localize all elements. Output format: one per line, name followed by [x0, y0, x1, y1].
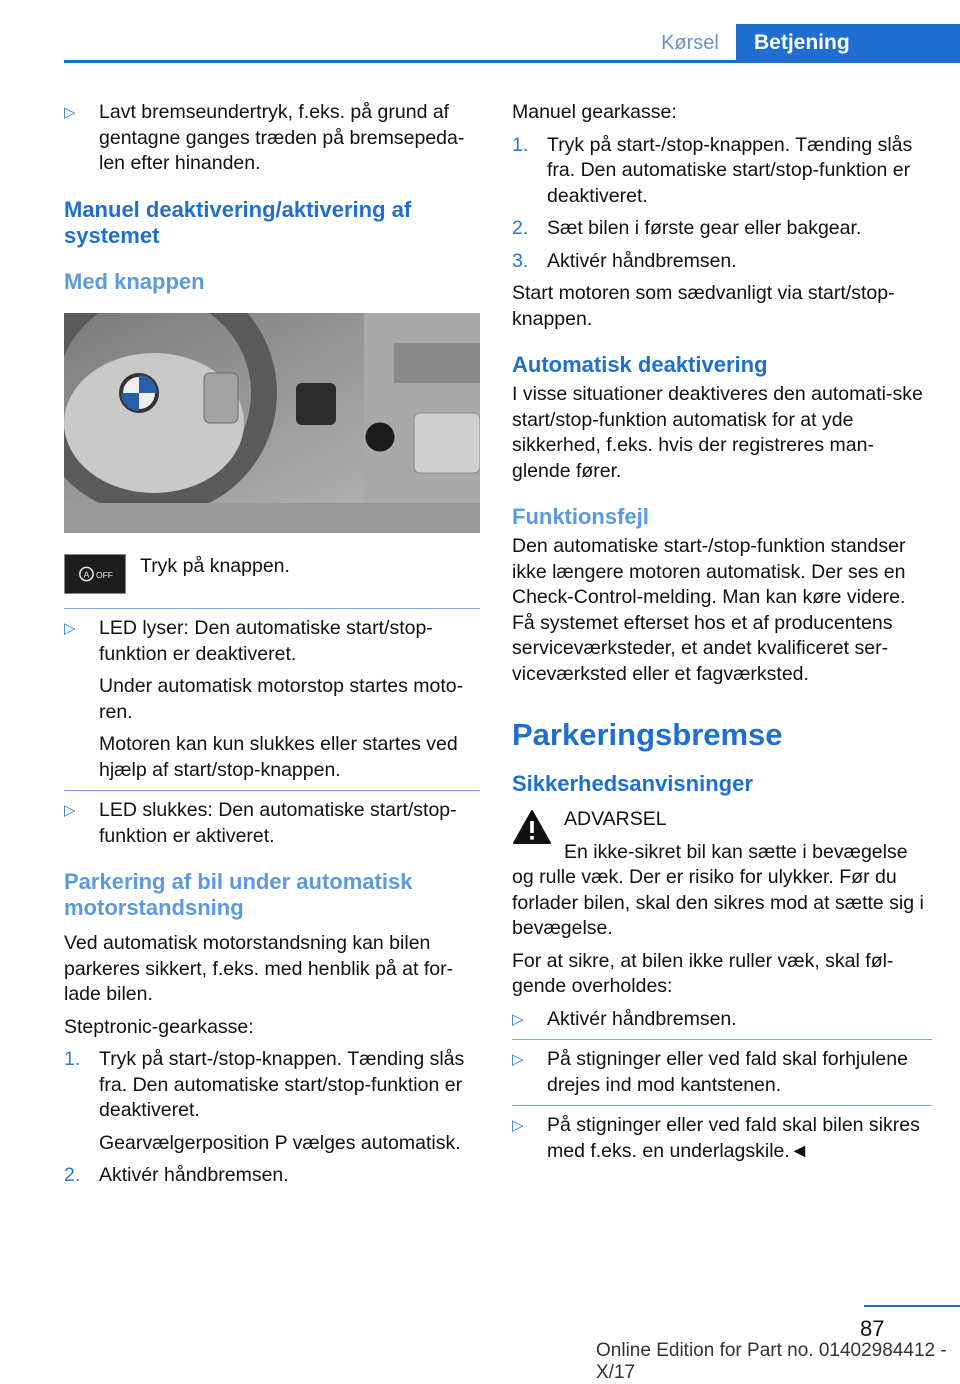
- header-rule: [64, 60, 960, 63]
- footer-rule: [864, 1305, 960, 1307]
- list-item-text: På stigninger eller ved fald skal bilen sikres med f.eks. en underlagskile.◄: [547, 1114, 920, 1162]
- svg-text:A: A: [83, 569, 90, 580]
- list-item-subtext: Under automatisk motorstop startes moto-ren.: [99, 675, 464, 723]
- item-number: 1.: [512, 133, 529, 156]
- off-button-row: [64, 554, 480, 596]
- heading-manual-deactivation: Manuel deaktivering/aktivering af systemet: [64, 196, 412, 248]
- edition-text: Online Edition for Part no. 01402984412 - X/17: [596, 1340, 947, 1383]
- button-caption: Tryk på knappen.: [140, 555, 290, 577]
- triangle-bullet-icon: ▷: [64, 802, 76, 819]
- header-tab-betjening: Betjening: [736, 24, 960, 63]
- numbered-item: [64, 1163, 480, 1189]
- heading-parking: Parkering af bil under automatisk motorstandsning: [64, 869, 413, 920]
- list-item-text: Aktivér håndbremsen.: [547, 1007, 737, 1030]
- button-label: OFF: [95, 569, 114, 580]
- triangle-bullet-icon: ▷: [64, 104, 76, 121]
- item-number: 3.: [512, 249, 529, 272]
- separator: [64, 790, 480, 791]
- list-item-text: Aktivér håndbremsen.: [547, 249, 737, 272]
- list-item-text: Tryk på start-/stop-knappen. Tænding slås fra. Den automatiske start/stop-funktion er deaktiveret.: [99, 1048, 465, 1121]
- list-item-text: LED slukkes: Den automatiske start/stop-funktion er aktiveret.: [99, 799, 457, 847]
- separator: [64, 608, 480, 609]
- paragraph: Den automatiske start-/stop-funktion standser ikke længere motoren automatisk. Der ses en Check-Control-melding. Man kan køre videre. Få systemet efterset hos et af producentens serviceværksteder, et andet kvalificeret ser-viceværksted eller et fagværksted.: [512, 535, 906, 685]
- numbered-item: [64, 1047, 480, 1156]
- triangle-bullet-icon: ▷: [512, 1117, 524, 1134]
- item-number: 1.: [64, 1048, 81, 1070]
- list-item-text: Tryk på start-/stop-knappen. Tænding slås fra. Den automatiske start/stop-funktion er deaktiveret.: [547, 133, 913, 207]
- paragraph: Manuel gearkasse:: [512, 101, 677, 123]
- list-item-text: Aktivér håndbremsen.: [99, 1164, 289, 1186]
- list-item: [64, 616, 480, 783]
- list-item: [64, 798, 480, 849]
- paragraph: Steptronic-gearkasse:: [64, 1015, 254, 1038]
- list-item-text: LED lyser: Den automatiske start/stop-funktion er deaktiveret.: [99, 617, 433, 665]
- heading-parking-brake: Parkeringsbremse: [512, 717, 783, 752]
- warning-triangle-icon: [512, 809, 552, 845]
- paragraph: I visse situationer deaktiveres den automati-ske start/stop-funktion automatisk for at yde sikkerhed, f.eks. hvis der registreres man-glende fører.: [512, 383, 923, 482]
- numbered-item: [512, 133, 932, 210]
- heading-safety: Sikkerhedsanvisninger: [512, 771, 753, 796]
- list-item-text: På stigninger eller ved fald skal forhjulene drejes ind mod kantstenen.: [547, 1048, 908, 1096]
- heading-malfunction: Funktionsfejl: [512, 504, 649, 529]
- warning-text: En ikke-sikret bil kan sætte i bevægelse og rulle væk. Der er risiko for ulykker. Før du forlader bilen, skal den sikres mod at sætte sig i bevægelse.: [512, 840, 924, 939]
- list-item: [512, 1047, 932, 1098]
- item-number: 2.: [512, 217, 529, 239]
- heading-auto-deactivation: Automatisk deaktivering: [512, 352, 768, 377]
- warning-block: [512, 807, 932, 942]
- right-column: [512, 100, 932, 1171]
- triangle-bullet-icon: ▷: [64, 620, 76, 637]
- triangle-bullet-icon: ▷: [512, 1010, 524, 1028]
- heading-with-button: Med knappen: [64, 268, 205, 294]
- auto-start-stop-off-button: [64, 554, 126, 594]
- dashboard-photo: [64, 313, 480, 533]
- separator: [512, 1039, 932, 1040]
- page-number: 87: [860, 1316, 885, 1341]
- paragraph: Start motoren som sædvanligt via start/stop-knappen.: [512, 282, 895, 330]
- list-item-subtext: Motoren kan kun slukkes eller startes ved hjælp af start/stop-knappen.: [99, 733, 458, 781]
- paragraph: Ved automatisk motorstandsning kan bilen parkeres sikkert, f.eks. med henblik på at for-lade bilen.: [64, 932, 454, 1005]
- warning-heading: ADVARSEL: [564, 808, 667, 830]
- paragraph: For at sikre, at bilen ikke ruller væk, skal føl-gende overholdes:: [512, 949, 894, 997]
- numbered-item: [512, 249, 932, 275]
- list-item: [512, 1113, 932, 1164]
- list-item: [64, 100, 480, 177]
- list-item-text: Lavt bremseundertryk, f.eks. på grund af gentagne ganges træden på bremsepeda-len efter hinanden.: [99, 101, 465, 174]
- left-column: [64, 100, 480, 1196]
- list-item-text: Sæt bilen i første gear eller bakgear.: [547, 217, 862, 239]
- header-tab-korsel: Kørsel: [645, 24, 735, 60]
- list-item: [512, 1007, 932, 1033]
- numbered-item: [512, 216, 932, 242]
- separator: [512, 1105, 932, 1106]
- list-item-subtext: Gearvælgerposition P vælges automatisk.: [99, 1131, 461, 1154]
- triangle-bullet-icon: ▷: [512, 1051, 524, 1068]
- item-number: 2.: [64, 1164, 81, 1186]
